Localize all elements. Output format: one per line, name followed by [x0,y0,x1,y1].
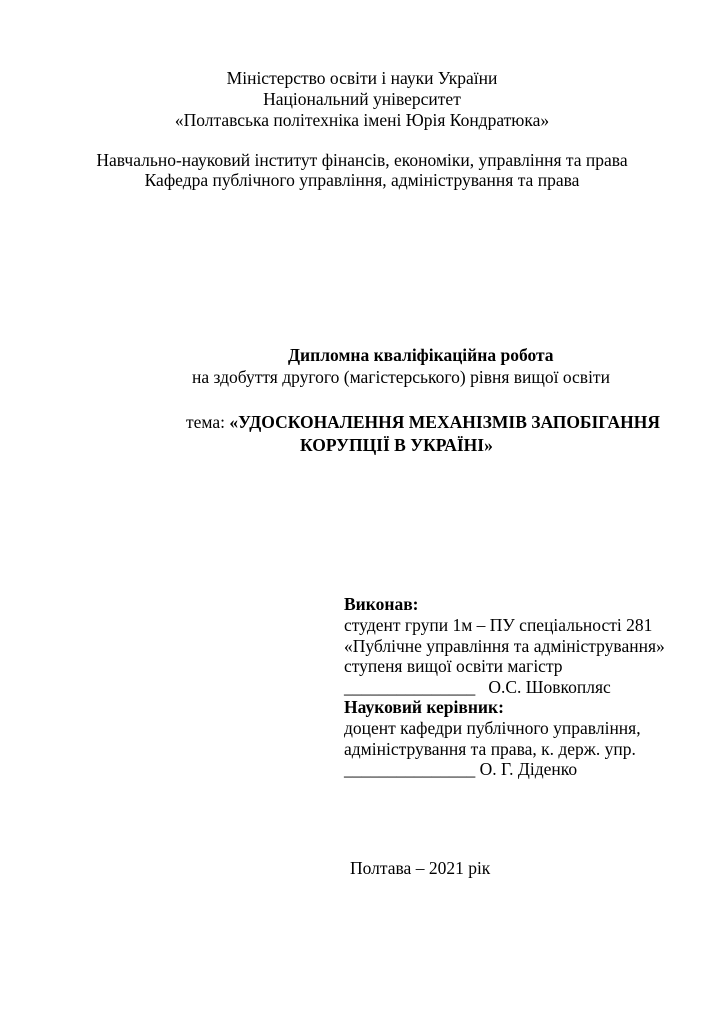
supervisor-signature-line [344,759,577,779]
supervisor-name: О. Г. Діденко [479,759,578,779]
student-line-2: «Публічне управління та адміністрування» [344,636,665,656]
signature-blank: _______________ [344,759,476,779]
ministry-line: Міністерство освіти і науки України [226,68,498,88]
topic-line-1 [186,412,660,432]
student-signature-line: _______________ О.С. Шовкопляс [344,677,611,697]
work-type-heading: Дипломна кваліфікаційна робота [288,345,554,365]
student-line-1: студент групи 1м – ПУ спеціальності 281 [344,615,653,635]
performed-label: Виконав: [344,594,419,614]
student-line-3: ступеня вищої освіти магістр [344,656,563,676]
university-line: Національний університет [263,89,461,109]
department-line: Кафедра публічного управління, адміністрування та права [144,170,580,190]
institute-line: Навчально-науковий інститут фінансів, економіки, управління та права [96,150,628,170]
city-year-line: Полтава – 2021 рік [350,858,491,878]
degree-line: на здобуття другого (магістерського) рівня вищої освіти [192,367,610,387]
topic-line-2: КОРУПЦІЇ В УКРАЇНІ» [300,435,493,455]
supervisor-line-1: доцент кафедри публічного управління, [344,718,641,738]
topic-title-part1: «УДОСКОНАЛЕННЯ МЕХАНІЗМІВ ЗАПОБІГАННЯ [229,412,661,432]
supervisor-label: Науковий керівник: [344,697,504,717]
supervisor-line-2: адміністрування та права, к. держ. упр. [344,739,636,759]
topic-prefix: тема: [186,412,230,432]
university-name-line: «Полтавська політехніка імені Юрія Кондратюка» [174,110,550,130]
